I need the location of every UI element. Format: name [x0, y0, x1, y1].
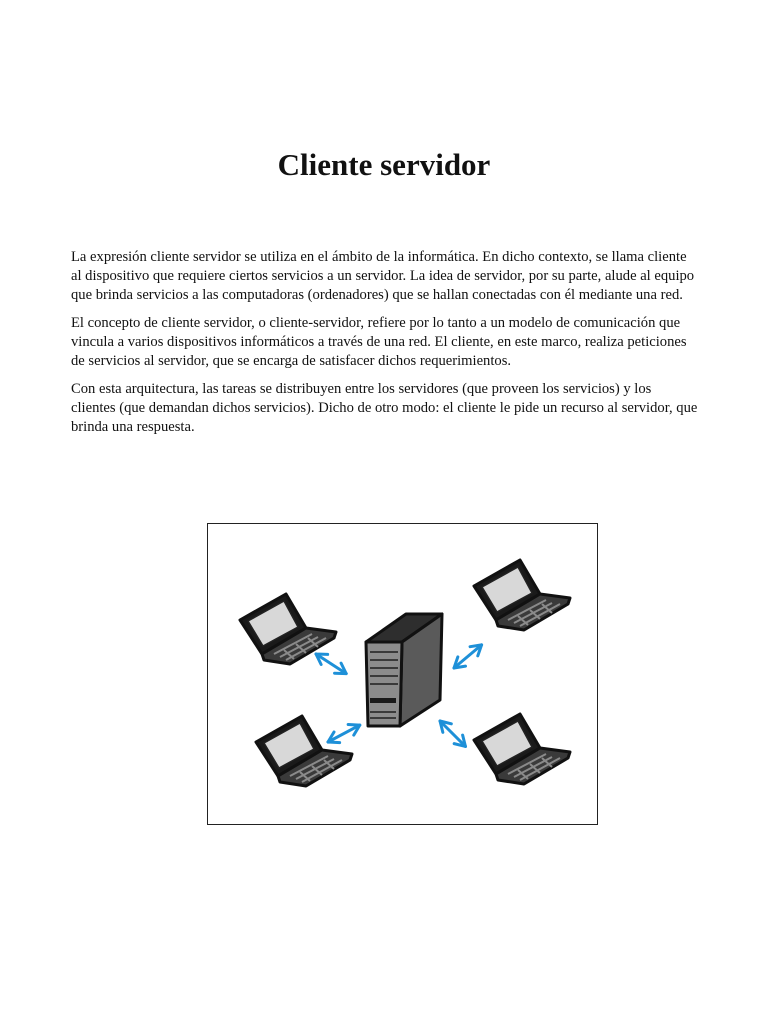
bidirectional-arrow-icon — [436, 717, 470, 751]
client-server-diagram — [207, 523, 598, 825]
document-body — [71, 248, 699, 446]
laptop-icon — [474, 560, 570, 630]
paragraph-2: El concepto de cliente servidor, o cliente-servidor, refiere por lo tanto a un modelo de comunicación que vincula a varios dispositivos informáticos a través de una red. El cliente, en este marco, realiza peticiones de servicios al servidor, que se encarga de satisfacer dichos requerimientos. — [71, 315, 687, 369]
page-title: Cliente servidor — [277, 147, 491, 182]
laptop-icon — [474, 714, 570, 784]
bidirectional-arrow-icon — [325, 720, 362, 747]
paragraph-3: Con esta arquitectura, las tareas se distribuyen entre los servidores (que proveen los servicios) y los clientes (que demandan dichos servicios). Dicho de otro modo: el cliente le pide un recurso al servidor, que brinda una respuesta. — [71, 381, 698, 435]
laptop-icon — [256, 716, 352, 786]
bidirectional-arrow-icon — [450, 640, 485, 672]
paragraph-1: La expresión cliente servidor se utiliza en el ámbito de la informática. En dicho contexto, se llama cliente al dispositivo que requiere ciertos servicios a un servidor. La idea de servidor, por su parte, alude al equipo que brinda servicios a las computadoras (ordenadores) que se hallan conectadas con él mediante una red. — [71, 249, 695, 303]
bidirectional-arrow-icon — [313, 649, 350, 679]
server-icon — [366, 614, 442, 726]
